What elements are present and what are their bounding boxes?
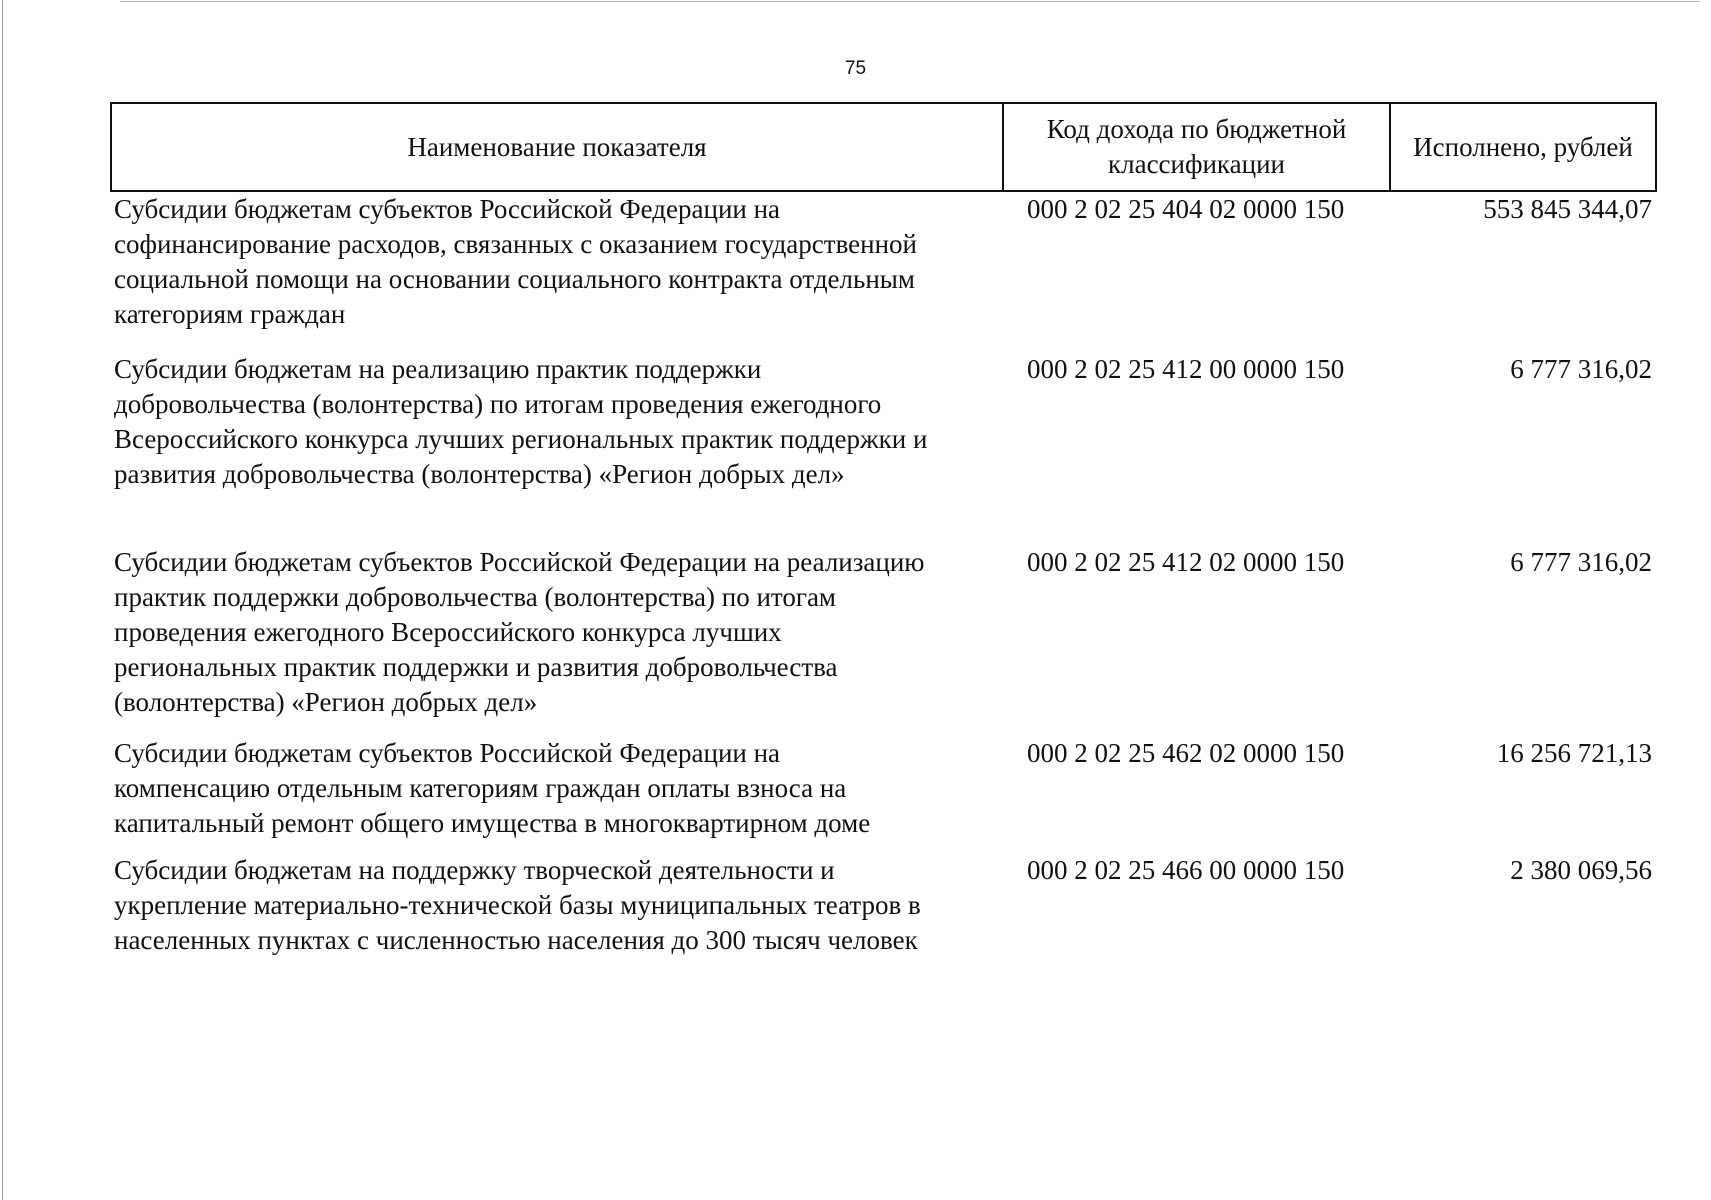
- row-name-line: добровольчества (волонтерства) по итогам проведения ежегодного: [114, 389, 882, 419]
- row-name-line: развития добровольчества (волонтерства) «Регион добрых дел»: [114, 459, 845, 489]
- header-name: [112, 104, 1004, 190]
- row-name-line: Всероссийского конкурса лучших региональных практик поддержки и: [114, 424, 928, 454]
- row-name-line: Субсидии бюджетам субъектов Российской Федерации на: [114, 738, 781, 768]
- row-code: 000 2 02 25 412 00 0000 150: [1027, 354, 1345, 384]
- row-amount: 6 777 316,02: [1510, 354, 1652, 384]
- table-header: [110, 102, 1657, 192]
- row-name-line: категориям граждан: [114, 299, 346, 329]
- scan-edge-top: [120, 1, 1700, 2]
- row-code: 000 2 02 25 462 02 0000 150: [1027, 738, 1345, 768]
- row-name-line: укрепление материально-технической базы муниципальных театров в: [114, 890, 921, 920]
- row-name: [114, 853, 998, 958]
- row-name-line: компенсацию отдельным категориям граждан оплаты взноса на: [114, 773, 847, 803]
- header-code-line1: Код дохода по бюджетной: [1046, 114, 1347, 144]
- row-name-line: капитальный ремонт общего имущества в многоквартирном доме: [114, 808, 871, 838]
- header-code-line2: классификации: [1108, 149, 1285, 179]
- row-name: [114, 736, 998, 841]
- row-name-line: практик поддержки добровольчества (волонтерства) по итогам: [114, 582, 837, 612]
- row-code: 000 2 02 25 404 02 0000 150: [1027, 194, 1345, 224]
- row-name-line: социальной помощи на основании социального контракта отдельным: [114, 264, 916, 294]
- page-number: 75: [844, 58, 867, 79]
- row-amount: 16 256 721,13: [1496, 738, 1652, 768]
- row-amount: 553 845 344,07: [1483, 194, 1652, 224]
- row-name-line: Субсидии бюджетам субъектов Российской Федерации на реализацию: [114, 547, 925, 577]
- row-name: [114, 352, 998, 492]
- header-code: [1004, 104, 1391, 190]
- row-code: 000 2 02 25 412 02 0000 150: [1027, 547, 1345, 577]
- row-name: [114, 192, 998, 332]
- row-amount: 6 777 316,02: [1510, 547, 1652, 577]
- scan-edge-left: [2, 0, 3, 1200]
- row-name-line: Субсидии бюджетам на реализацию практик поддержки: [114, 354, 762, 384]
- row-name-line: населенных пунктах с численностью населения до 300 тысяч человек: [114, 925, 918, 955]
- row-name-line: софинансирование расходов, связанных с оказанием государственной: [114, 229, 917, 259]
- row-amount: 2 380 069,56: [1510, 855, 1652, 885]
- row-name-line: (волонтерства) «Регион добрых дел»: [114, 687, 538, 717]
- row-name-line: Субсидии бюджетам на поддержку творческой деятельности и: [114, 855, 835, 885]
- header-executed-label: Исполнено, рублей: [1413, 131, 1633, 162]
- row-code: 000 2 02 25 466 00 0000 150: [1027, 855, 1345, 885]
- header-name-label: Наименование показателя: [407, 131, 707, 162]
- header-executed: [1391, 104, 1655, 190]
- row-name-line: региональных практик поддержки и развития добровольчества: [114, 652, 838, 682]
- row-name-line: Субсидии бюджетам субъектов Российской Федерации на: [114, 194, 781, 224]
- row-name-line: проведения ежегодного Всероссийского конкурса лучших: [114, 617, 782, 647]
- row-name: [114, 545, 998, 720]
